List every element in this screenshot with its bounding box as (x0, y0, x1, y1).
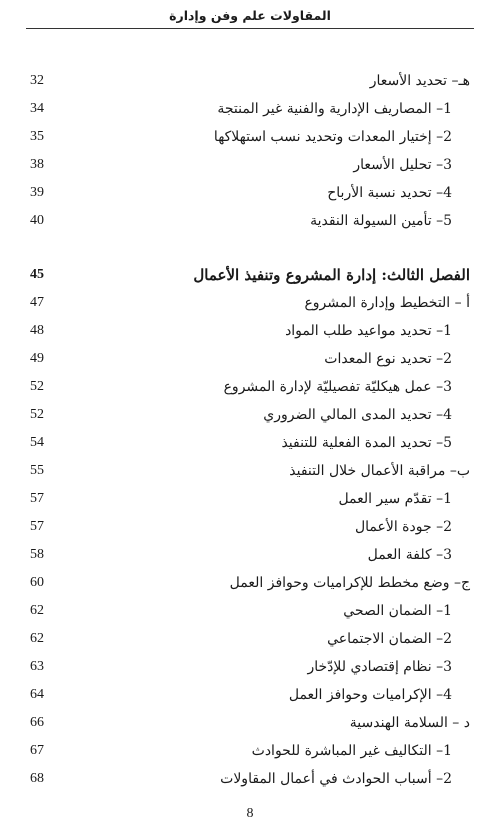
toc-entry (30, 180, 470, 206)
toc-entry-title: 2– أسباب الحوادث في أعمال المقاولات (220, 771, 452, 787)
toc-entry (30, 290, 470, 316)
toc-entry (30, 430, 470, 456)
page-number: 8 (246, 806, 254, 821)
toc-entry-title: 4– تحديد المدى المالي الضروري (263, 407, 452, 423)
toc-entry (30, 682, 470, 708)
toc-entry (30, 598, 470, 624)
toc-page-number: 66 (30, 715, 44, 730)
toc-page-number: 63 (30, 659, 44, 674)
toc-page-number: 45 (30, 267, 44, 282)
toc-entry (30, 486, 470, 512)
toc-page-number: 55 (30, 463, 44, 478)
toc-page-number: 58 (30, 547, 44, 562)
toc-entry-title: 2– الضمان الاجتماعي (327, 631, 452, 647)
toc-entry (30, 458, 470, 484)
toc-page-number: 35 (30, 129, 44, 144)
toc-page-number: 62 (30, 631, 44, 646)
toc-entry (30, 374, 470, 400)
toc-entry (30, 766, 470, 792)
toc-page-number: 39 (30, 185, 44, 200)
toc-entry-title: 3– نظام إقتصادي للإدّخار (307, 659, 452, 675)
toc-page-number: 52 (30, 379, 44, 394)
toc-entry (30, 318, 470, 344)
toc-entry-title: ج– وضع مخطط للإكراميات وحوافز العمل (229, 575, 470, 591)
toc-entry (30, 626, 470, 652)
toc-entry (30, 346, 470, 372)
toc-entry (30, 710, 470, 736)
toc-page-number: 62 (30, 603, 44, 618)
header-rule (26, 28, 474, 29)
toc-page-number: 49 (30, 351, 44, 366)
toc-entry-title: 5– تحديد المدة الفعلية للتنفيذ (281, 435, 452, 451)
toc-chapter-title: الفصل الثالث: إدارة المشروع وتنفيذ الأعمال (193, 266, 470, 284)
toc-entry-title: 2– جودة الأعمال (354, 519, 452, 535)
toc-chapter-heading (30, 262, 470, 288)
toc-entry-title: 3– كلفة العمل (367, 547, 452, 563)
toc-entry-title: 5– تأمين السيولة النقدية (310, 213, 452, 229)
toc-entry (30, 738, 470, 764)
toc-entry-title: 4– تحديد نسبة الأرباح (327, 185, 452, 201)
toc-page-number: 60 (30, 575, 44, 590)
toc-entry (30, 542, 470, 568)
toc-entry-title: 3– عمل هيكليّة تفصيليّة لإدارة المشروع (223, 379, 452, 395)
toc-page-number: 57 (30, 491, 44, 506)
toc-entry-title: 1– تحديد مواعيد طلب المواد (285, 323, 452, 339)
toc-entry (30, 152, 470, 178)
toc-entry (30, 96, 470, 122)
toc-entry-title: هـ– تحديد الأسعار (369, 73, 470, 89)
toc-page-number: 52 (30, 407, 44, 422)
toc-entry-title: 1– التكاليف غير المباشرة للحوادث (251, 743, 452, 759)
toc-entry (30, 124, 470, 150)
toc-entry-title: ب– مراقبة الأعمال خلال التنفيذ (289, 463, 470, 479)
toc-entry-title: 1– المصاريف الإدارية والفنية غير المنتجة (217, 101, 452, 117)
toc-entry (30, 654, 470, 680)
toc-page-number: 64 (30, 687, 44, 702)
toc-page-number: 32 (30, 73, 44, 88)
toc-entry (30, 208, 470, 234)
toc-page-number: 40 (30, 213, 44, 228)
running-header: المقاولات علم وفن وإدارة (169, 8, 331, 23)
toc-entry-title: 2– إختيار المعدات وتحديد نسب استهلاكها (213, 129, 452, 145)
toc-page-number: 57 (30, 519, 44, 534)
toc-entry-title: 2– تحديد نوع المعدات (324, 351, 452, 367)
toc-entry (30, 402, 470, 428)
toc-entry-title: 3– تحليل الأسعار (353, 157, 452, 173)
toc-entry-title: 1– تقدّم سير العمل (338, 491, 452, 507)
toc-page-number: 34 (30, 101, 44, 116)
toc-page-number: 54 (30, 435, 44, 450)
toc-page-number: 38 (30, 157, 44, 172)
toc-entry-title: 1– الضمان الصحي (343, 603, 452, 619)
toc-page-number: 67 (30, 743, 44, 758)
toc-entry-title: أ – التخطيط وإدارة المشروع (304, 295, 470, 311)
toc-page-number: 48 (30, 323, 44, 338)
toc-entry (30, 570, 470, 596)
toc-page-number: 68 (30, 771, 44, 786)
toc-page-number: 47 (30, 295, 44, 310)
toc-entry-title: د – السلامة الهندسية (349, 715, 470, 731)
toc-entry (30, 68, 470, 94)
toc-entry (30, 514, 470, 540)
toc-entry-title: 4– الإكراميات وحوافز العمل (288, 687, 452, 703)
